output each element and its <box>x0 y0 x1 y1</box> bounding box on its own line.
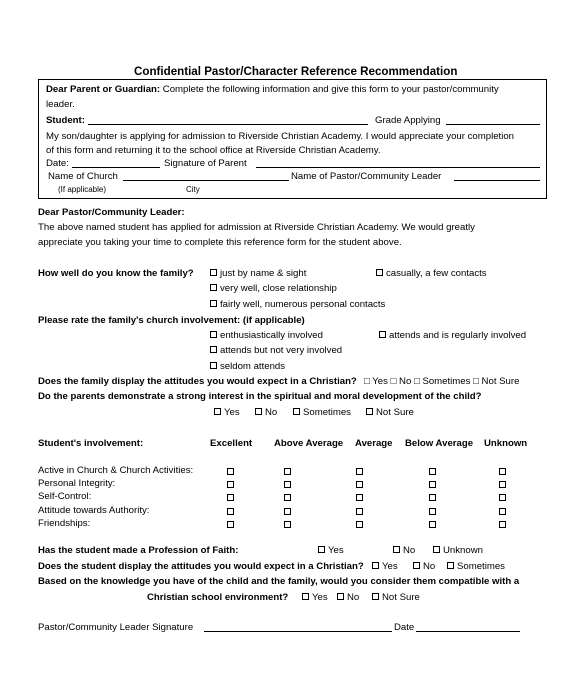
profession-opt-yes[interactable]: Yes <box>318 545 344 556</box>
involvement-checkbox[interactable] <box>284 508 291 515</box>
student-attitudes-question: Does the student display the attitudes you would expect in a Christian? <box>38 561 364 572</box>
involvement-checkbox[interactable] <box>429 494 436 501</box>
involvement-checkbox[interactable] <box>227 508 234 515</box>
involvement-checkbox[interactable] <box>284 481 291 488</box>
involvement-checkbox[interactable] <box>356 468 363 475</box>
involvement-checkbox[interactable] <box>356 481 363 488</box>
row-friendships: Friendships: <box>38 518 91 529</box>
row-self-control: Self-Control: <box>38 491 92 502</box>
checkbox-icon <box>210 300 217 307</box>
checkbox-icon <box>433 546 440 553</box>
involvement-checkbox[interactable] <box>429 468 436 475</box>
checkbox-icon <box>302 593 309 600</box>
family-attitudes-question: Does the family display the attitudes you would expect in a Christian? <box>38 376 357 387</box>
compatible-question-1: Based on the knowledge you have of the child and the family, would you consider them compatible with a <box>38 576 520 587</box>
checkbox-icon <box>447 562 454 569</box>
know-opt-very-well[interactable]: very well, close relationship <box>210 283 337 294</box>
student-attitudes-opt-sometimes[interactable]: Sometimes <box>447 561 505 572</box>
interest-opt-not-sure[interactable]: Not Sure <box>366 407 414 418</box>
church-opt-enthusiastic[interactable]: enthusiastically involved <box>210 330 323 341</box>
parents-interest-question: Do the parents demonstrate a strong interest in the spiritual and moral development of the child? <box>38 391 482 402</box>
involvement-checkbox[interactable] <box>284 494 291 501</box>
checkbox-icon <box>372 562 379 569</box>
dear-parent-label: Dear Parent or Guardian: <box>46 84 161 95</box>
student-field[interactable] <box>88 114 368 125</box>
compatible-opt-no[interactable]: No <box>337 592 359 603</box>
checkbox-icon <box>393 546 400 553</box>
col-average: Average <box>355 438 393 449</box>
form-title: Confidential Pastor/Character Reference Recommendation <box>134 65 458 78</box>
row-personal-integrity: Personal Integrity: <box>38 478 116 489</box>
involvement-checkbox[interactable] <box>227 468 234 475</box>
interest-opt-yes[interactable]: Yes <box>214 407 240 418</box>
profession-question: Has the student made a Profession of Faith: <box>38 545 239 556</box>
church-involvement-question: Please rate the family's church involvement: (if applicable) <box>38 315 305 326</box>
know-opt-casually[interactable]: casually, a few contacts <box>376 268 487 279</box>
row-church-activities: Active in Church & Church Activities: <box>38 465 194 476</box>
pastor-name-field[interactable] <box>454 170 540 181</box>
involvement-checkbox[interactable] <box>356 521 363 528</box>
involvement-checkbox[interactable] <box>499 508 506 515</box>
involvement-checkbox[interactable] <box>356 494 363 501</box>
church-opt-seldom[interactable]: seldom attends <box>210 361 285 372</box>
checkbox-icon <box>376 269 383 276</box>
student-attitudes-opt-no[interactable]: No <box>413 561 435 572</box>
involvement-checkbox[interactable] <box>499 494 506 501</box>
involvement-checkbox[interactable] <box>284 468 291 475</box>
involvement-checkbox[interactable] <box>227 481 234 488</box>
student-attitudes-opt-yes[interactable]: Yes <box>372 561 398 572</box>
checkbox-icon <box>255 408 262 415</box>
compatible-opt-not-sure[interactable]: Not Sure <box>372 592 420 603</box>
footer-date-field[interactable] <box>416 621 520 632</box>
compatible-question-2: Christian school environment? <box>147 592 289 603</box>
know-opt-name-sight[interactable]: just by name & sight <box>210 268 306 279</box>
church-opt-regular[interactable]: attends and is regularly involved <box>379 330 526 341</box>
grade-label: Grade Applying <box>375 115 441 126</box>
checkbox-icon <box>210 331 217 338</box>
date-label: Date: <box>46 158 69 169</box>
involvement-checkbox[interactable] <box>429 508 436 515</box>
know-family-question: How well do you know the family? <box>38 268 194 279</box>
checkbox-icon <box>293 408 300 415</box>
checkbox-icon <box>379 331 386 338</box>
leader-signature-label: Pastor/Community Leader Signature <box>38 622 194 633</box>
involvement-checkbox[interactable] <box>429 521 436 528</box>
involvement-checkbox[interactable] <box>227 494 234 501</box>
checkbox-icon <box>337 593 344 600</box>
involvement-checkbox[interactable] <box>499 521 506 528</box>
involvement-checkbox[interactable] <box>356 508 363 515</box>
checkbox-icon <box>318 546 325 553</box>
involvement-checkbox[interactable] <box>227 521 234 528</box>
son-text-2: of this form and returning it to the school office at Riverside Christian Academy. <box>46 145 381 156</box>
intro-line-2: appreciate you taking your time to complete this reference form for the student above. <box>38 237 402 248</box>
involvement-checkbox[interactable] <box>429 481 436 488</box>
church-opt-not-very[interactable]: attends but not very involved <box>210 345 342 356</box>
involvement-checkbox[interactable] <box>499 468 506 475</box>
checkbox-icon <box>210 346 217 353</box>
involvement-checkbox[interactable] <box>499 481 506 488</box>
student-label: Student: <box>46 115 85 126</box>
dear-parent-text-2: leader. <box>46 99 75 110</box>
checkbox-icon <box>210 284 217 291</box>
involvement-label: Student's involvement: <box>38 438 144 449</box>
checkbox-icon <box>210 362 217 369</box>
row-attitude-authority: Attitude towards Authority: <box>38 505 150 516</box>
compatible-opt-yes[interactable]: Yes <box>302 592 328 603</box>
pastor-greeting: Dear Pastor/Community Leader: <box>38 207 185 218</box>
col-above-average: Above Average <box>274 438 344 449</box>
checkbox-icon <box>214 408 221 415</box>
col-excellent: Excellent <box>210 438 253 449</box>
signature-parent-label: Signature of Parent <box>164 158 247 169</box>
footer-date-label: Date <box>394 622 415 633</box>
col-unknown: Unknown <box>484 438 528 449</box>
checkbox-icon <box>210 269 217 276</box>
checkbox-icon <box>413 562 420 569</box>
interest-opt-no[interactable]: No <box>255 407 277 418</box>
son-text-1: My son/daughter is applying for admission to Riverside Christian Academy. I would appreciate your completion <box>46 131 515 142</box>
profession-opt-unknown[interactable]: Unknown <box>433 545 483 556</box>
leader-signature-field[interactable] <box>204 621 392 632</box>
profession-opt-no[interactable]: No <box>393 545 415 556</box>
if-applicable-note: (If applicable) <box>58 185 107 194</box>
church-label: Name of Church <box>48 171 118 182</box>
know-opt-fairly-well[interactable]: fairly well, numerous personal contacts <box>210 299 385 310</box>
involvement-checkbox[interactable] <box>284 521 291 528</box>
checkbox-icon <box>366 408 373 415</box>
interest-opt-sometimes[interactable]: Sometimes <box>293 407 351 418</box>
date-field[interactable] <box>72 157 160 168</box>
dear-parent-line <box>46 84 499 95</box>
col-below-average: Below Average <box>405 438 474 449</box>
checkbox-icon <box>372 593 379 600</box>
signature-parent-field[interactable] <box>256 157 540 168</box>
intro-line-1: The above named student has applied for admission at Riverside Christian Academy. We would greatly <box>38 222 475 233</box>
pastor-name-label: Name of Pastor/Community Leader <box>291 171 442 182</box>
dear-parent-text: Complete the following information and give this form to your pastor/community <box>160 84 499 95</box>
city-label: City <box>186 185 200 194</box>
grade-field[interactable] <box>446 114 540 125</box>
family-attitudes-options[interactable]: □ Yes □ No □ Sometimes □ Not Sure <box>364 376 520 387</box>
church-field[interactable] <box>123 170 289 181</box>
